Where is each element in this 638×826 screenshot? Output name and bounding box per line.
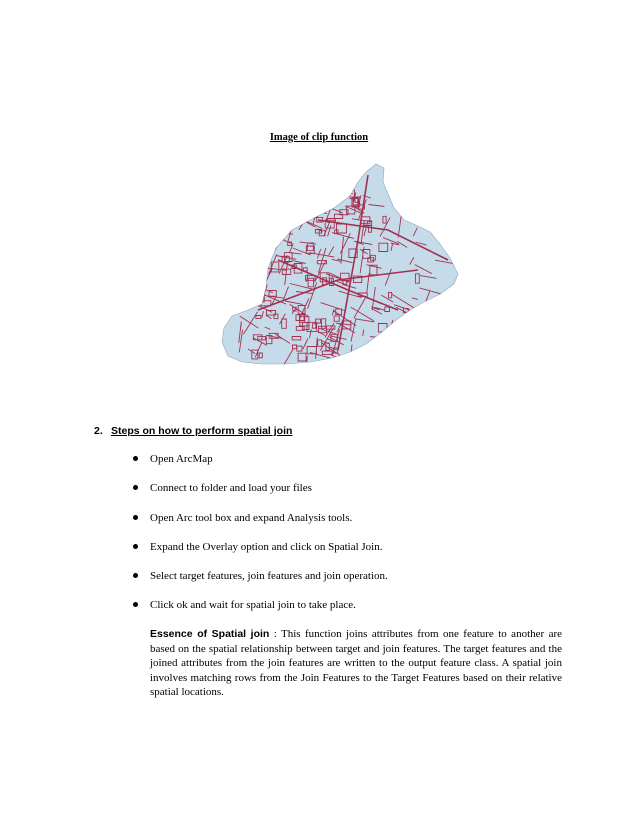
section-heading [94,425,292,437]
bullet-icon [133,573,138,578]
figure-caption: Image of clip function [269,132,369,143]
essence-label: Essence of Spatial join [150,628,270,640]
section-title: Steps on how to perform spatial join [111,425,293,437]
bullet-icon [133,515,138,520]
step-text: Connect to folder and load your files [150,482,312,495]
land-area [222,164,458,364]
essence-text: This function joins attributes from one feature to another are based on the spatial relationship between target and join features. The target features and the joined attributes from the join features are written to the output feature class. A spatial join involves matching rows from the Join Features to the Target Features based on their relative spatial locations. [150,628,562,699]
step-text: Open Arc tool box and expand Analysis tools. [150,511,353,524]
bullet-icon [133,602,138,607]
step-text: Click ok and wait for spatial join to take place. [150,599,356,612]
step-text: Select target features, join features and join operation. [150,570,388,583]
section-number: 2. [94,425,103,437]
bullet-icon [133,544,138,549]
essence-separator: : [269,628,282,640]
clip-map-image [218,160,462,366]
clip-map-graphic [218,160,462,366]
step-text: Open ArcMap [150,453,213,465]
essence-paragraph [150,627,562,700]
bullet-icon [133,485,138,490]
step-text: Expand the Overlay option and click on Spatial Join. [150,540,383,553]
bullet-icon [133,456,138,461]
